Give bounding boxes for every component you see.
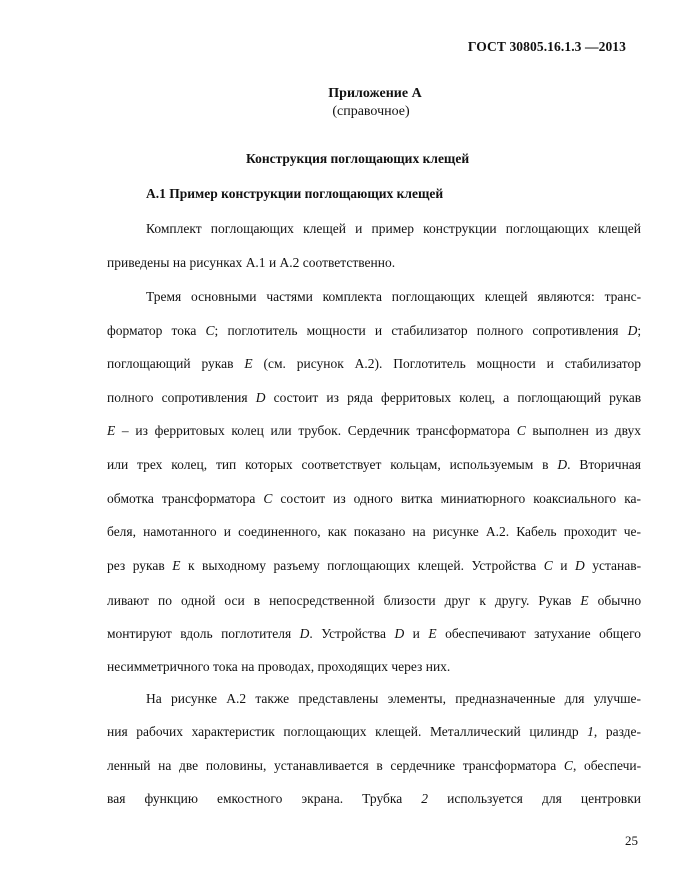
text-line: ливают по одной оси в непосредственной близости друг к другу. Рукав Е обычно	[107, 593, 642, 608]
page-number: 25	[625, 833, 638, 848]
text-line: форматор тока С; поглотитель мощности и стабилизатор полного сопротивления D;	[107, 323, 642, 338]
text-line: Тремя основными частями комплекта поглощающих клещей являются: транс-	[146, 289, 642, 304]
subsection-title: А.1 Пример конструкции поглощающих клещей	[146, 186, 444, 201]
text-line: несимметричного тока на проводах, проходящих через них.	[107, 659, 451, 674]
text-line: или трех колец, тип которых соответствует кольцам, используемым в D. Вторичная	[107, 457, 641, 472]
text-line: приведены на рисунках А.1 и А.2 соответственно.	[107, 255, 396, 270]
text-line: монтируют вдоль поглотителя D. Устройства D и Е обеспечивают затухание общего	[107, 626, 642, 641]
text-line: ния рабочих характеристик поглощающих клещей. Металлический цилиндр 1, разде-	[107, 724, 642, 739]
text-line: рез рукав Е к выходному разъему поглощающих клещей. Устройства С и D устанав-	[107, 558, 642, 573]
text-line: полного сопротивления D состоит из ряда ферритовых колец, а поглощающий рукав	[107, 390, 642, 405]
annex-title: Приложение А	[328, 86, 422, 101]
text-line: ленный на две половины, устанавливается в сердечнике трансформатора С, обеспечи-	[107, 758, 642, 773]
text-line: обмотка трансформатора С состоит из одного витка миниатюрного коаксиального ка-	[107, 491, 642, 506]
text-line: беля, намотанного и соединенного, как показано на рисунке А.2. Кабель проходит че-	[107, 524, 642, 539]
text-line: На рисунке А.2 также представлены элементы, предназначенные для улучше-	[146, 691, 642, 706]
text-line: поглощающий рукав Е (см. рисунок А.2). Поглотитель мощности и стабилизатор	[107, 356, 642, 371]
section-title: Конструкция поглощающих клещей	[246, 151, 470, 166]
text-line: вая функцию емкостного экрана. Трубка 2 используется для центровки	[107, 791, 642, 806]
text-line: Комплект поглощающих клещей и пример конструкции поглощающих клещей	[146, 221, 642, 236]
text-line: Е – из ферритовых колец или трубок. Сердечник трансформатора С выполнен из двух	[107, 423, 642, 438]
standard-header: ГОСТ 30805.16.1.3 —2013	[467, 39, 626, 54]
annex-subtitle: (справочное)	[332, 104, 410, 119]
